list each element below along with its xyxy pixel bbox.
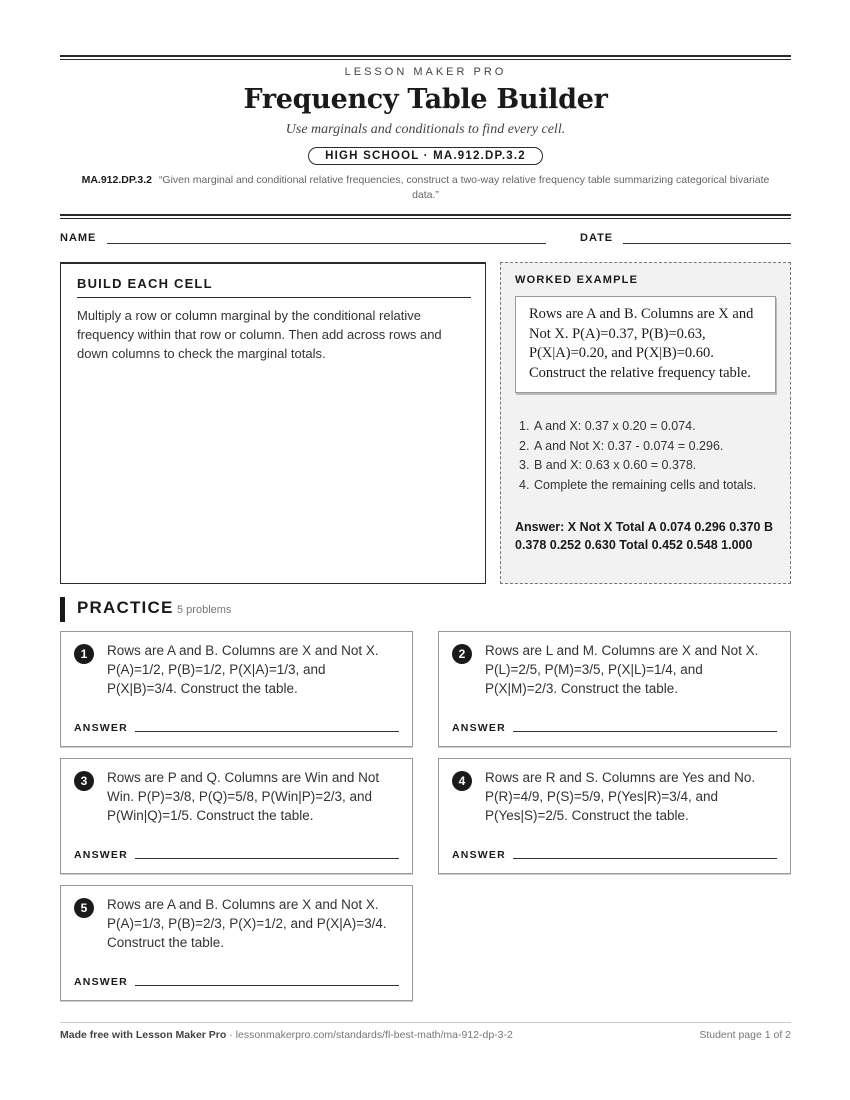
step-text: A and X: 0.37 x 0.20 = 0.074. — [534, 419, 696, 433]
step-text: B and X: 0.63 x 0.60 = 0.378. — [534, 458, 697, 472]
answer-field[interactable] — [135, 858, 399, 859]
worked-step — [515, 417, 777, 435]
answer-field[interactable] — [135, 731, 399, 732]
answer-label: ANSWER — [74, 849, 128, 861]
worked-example-problem: Rows are A and B. Columns are X and Not X. P(A)=0.37, P(B)=0.63, P(X|A)=0.20, and P(X|B)=0.60. Construct the relative frequency table. — [515, 296, 776, 393]
practice-card-3 — [60, 758, 413, 874]
footer-url[interactable]: lessonmakerpro.com/standards/fl-best-math/ma-912-dp-3-2 — [235, 1029, 513, 1041]
step-text: A and Not X: 0.37 - 0.074 = 0.296. — [534, 438, 724, 453]
problem-number-badge: 1 — [74, 644, 94, 664]
answer-field[interactable] — [513, 731, 777, 732]
build-instructions: Multiply a row or column marginal by the conditional relative frequency within that row or column. Then add across rows and down columns to check the marginal totals. — [77, 308, 442, 361]
top-double-rule — [60, 55, 791, 60]
page-title: Frequency Table Builder — [243, 84, 608, 115]
worksheet-page — [60, 0, 791, 1100]
step-number: 3. — [519, 458, 530, 472]
build-heading: BUILD EACH CELL — [77, 276, 471, 298]
practice-card-4 — [438, 758, 791, 874]
problem-text: Rows are A and B. Columns are X and Not X. P(A)=1/3, P(B)=2/3, P(X)=1/2, and P(X|A)=3/4. Construct the table. — [107, 897, 387, 950]
problem-number-badge: 3 — [74, 771, 94, 791]
name-date-row — [60, 232, 791, 248]
practice-accent-bar — [60, 597, 65, 622]
worked-example-steps — [515, 417, 777, 495]
practice-count: 5 problems — [177, 604, 232, 616]
grade-standard-pill: HIGH SCHOOL · MA.912.DP.3.2 — [308, 147, 543, 165]
step-text: Complete the remaining cells and totals. — [534, 477, 757, 492]
name-field[interactable] — [107, 243, 546, 244]
name-label: NAME — [60, 232, 97, 244]
practice-card-5 — [60, 885, 413, 1001]
page-subtitle: Use marginals and conditionals to find every cell. — [285, 122, 566, 137]
problem-text: Rows are P and Q. Columns are Win and Not Win. P(P)=3/8, P(Q)=5/8, P(Win|P)=2/3, and P(Win|Q)=1/5. Construct the table. — [107, 770, 380, 823]
answer-field[interactable] — [135, 985, 399, 986]
footer-separator: · — [226, 1029, 236, 1041]
answer-label: ANSWER — [452, 849, 506, 861]
problem-text: Rows are R and S. Columns are Yes and No. P(R)=4/9, P(S)=5/9, P(Yes|R)=3/4, and P(Yes|S)=2/5. Construct the table. — [485, 770, 756, 823]
step-number: 1. — [519, 419, 530, 433]
worked-example-heading: WORKED EXAMPLE — [515, 274, 639, 286]
footer-credit — [60, 1029, 513, 1041]
date-field[interactable] — [623, 243, 791, 244]
problem-number-badge: 2 — [452, 644, 472, 664]
footer-page-number: Student page 1 of 2 — [699, 1029, 791, 1041]
worked-step — [515, 476, 777, 494]
answer-label: ANSWER — [452, 722, 506, 734]
standard-text: “Given marginal and conditional relative frequencies, construct a two-way relative frequency table summarizing categorical bivariate data.” — [158, 174, 770, 201]
problem-text: Rows are A and B. Columns are X and Not X. P(A)=1/2, P(B)=1/2, P(X|A)=1/3, and P(X|B)=3/4. Construct the table. — [107, 643, 379, 696]
practice-card-2 — [438, 631, 791, 747]
practice-heading: PRACTICE — [77, 598, 174, 617]
answer-label: ANSWER — [74, 722, 128, 734]
problem-number-badge: 4 — [452, 771, 472, 791]
step-number: 4. — [519, 477, 530, 492]
problem-number-badge: 5 — [74, 898, 94, 918]
step-number: 2. — [519, 438, 530, 453]
answer-field[interactable] — [513, 858, 777, 859]
footer-made-with: Made free with Lesson Maker Pro — [60, 1029, 227, 1041]
footer-rule — [60, 1022, 791, 1023]
grade-pill-wrap — [60, 146, 791, 165]
worked-example-panel — [500, 262, 791, 584]
practice-card-1 — [60, 631, 413, 747]
date-label: DATE — [580, 232, 614, 244]
worked-example-answer: Answer: X Not X Total A 0.074 0.296 0.370 B 0.378 0.252 0.630 Total 0.452 0.548 1.000 — [515, 520, 773, 552]
worked-step — [515, 437, 777, 455]
header-bottom-double-rule — [60, 214, 791, 219]
answer-label: ANSWER — [74, 976, 128, 988]
build-each-cell-panel — [60, 262, 486, 584]
problem-text: Rows are L and M. Columns are X and Not X. P(L)=2/5, P(M)=3/5, P(X|L)=1/4, and P(X|M)=2/3. Construct the table. — [485, 643, 759, 696]
worked-step — [515, 456, 777, 474]
standard-description — [60, 173, 791, 203]
standard-code: MA.912.DP.3.2 — [81, 174, 153, 186]
brand-name: LESSON MAKER PRO — [344, 66, 507, 78]
